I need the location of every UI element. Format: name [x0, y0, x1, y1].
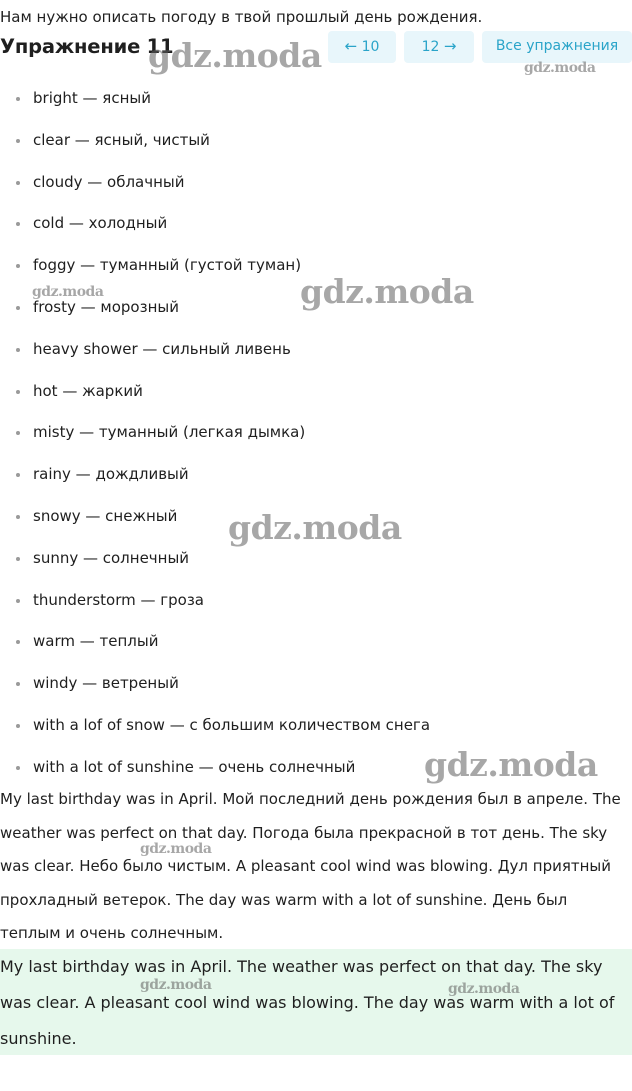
list-item-text: snowy — снежный [33, 506, 178, 525]
translated-paragraph: My last birthday was in April. Мой последний день рождения был в апреле. The weather was perfect on that day. Погода была прекрасной в тот день. The sky was clear. Небо было чистым. A pleasant cool wind was blowing. Дул приятный прохладный ветерок. The day was warm with a lot of sunshine. День был теплым и очень солнечным. [0, 790, 621, 943]
list-item-text: heavy shower — сильный ливень [33, 339, 291, 358]
answer-block: My last birthday was in April. The weather was perfect on that day. The sky was clear. A pleasant cool wind was blowing. The day was warm with a lot of sunshine. [0, 949, 632, 1055]
list-item [0, 245, 430, 287]
list-item-text: bright — ясный [33, 89, 151, 107]
bullet-icon [16, 306, 20, 310]
bullet-icon [16, 139, 20, 143]
page-title: Упражнение 11 [0, 35, 174, 58]
list-item-text: windy — ветреный [33, 674, 179, 693]
bullet-icon [16, 181, 20, 185]
list-item-text: frosty — морозный [33, 297, 179, 316]
bullet-icon [16, 348, 20, 352]
list-item-text: thunderstorm — гроза [33, 590, 204, 609]
bullet-icon [16, 640, 20, 644]
next-exercise-button[interactable] [404, 31, 474, 63]
list-item-text: sunny — солнечный [33, 548, 190, 567]
watermark: gdz.moda [228, 508, 402, 547]
bullet-icon [16, 264, 20, 268]
bullet-icon [16, 599, 20, 603]
watermark: gdz.moda [448, 981, 520, 997]
bullet-icon [16, 682, 20, 686]
bullet-icon [16, 473, 20, 477]
intro-text: Нам нужно описать погоду в твой прошлый день рождения. [0, 8, 483, 26]
list-item-text: clear — ясный, чистый [33, 130, 210, 149]
list-item-text: misty — туманный (легкая дымка) [33, 423, 306, 442]
watermark: gdz.moda [524, 60, 596, 76]
bullet-icon [16, 222, 20, 226]
list-item [0, 78, 430, 120]
list-item [0, 538, 430, 580]
list-item [0, 371, 430, 413]
watermark: gdz.moda [300, 272, 474, 311]
all-exercises-button[interactable]: Все упражнения [482, 31, 632, 63]
prev-exercise-button[interactable] [328, 31, 396, 63]
bullet-icon [16, 390, 20, 394]
list-item [0, 120, 430, 162]
bullet-icon [16, 97, 20, 101]
watermark: gdz.moda [32, 284, 104, 300]
list-item-text: foggy — туманный (густой туман) [33, 256, 302, 275]
list-item [0, 454, 430, 496]
arrow-left-icon: ← [344, 37, 358, 55]
prev-exercise-label: 10 [361, 39, 380, 55]
list-item-text: cloudy — облачный [33, 172, 185, 191]
next-exercise-label: 12 [421, 39, 440, 55]
watermark: gdz.moda [148, 36, 322, 75]
list-item [0, 621, 430, 663]
list-item [0, 496, 430, 538]
bullet-icon [16, 766, 20, 770]
list-item-text: with a lof of snow — с большим количеством снега [33, 715, 431, 734]
bullet-icon [16, 515, 20, 519]
list-item [0, 287, 430, 329]
list-item-text: hot — жаркий [33, 381, 143, 400]
list-item [0, 203, 430, 245]
watermark: gdz.moda [140, 977, 212, 993]
list-item [0, 412, 430, 454]
arrow-right-icon: → [443, 37, 457, 55]
list-item-text: rainy — дождливый [33, 465, 189, 484]
list-item [0, 329, 430, 371]
list-item-text: warm — теплый [33, 632, 159, 651]
bullet-icon [16, 557, 20, 561]
watermark: gdz.moda [140, 841, 212, 857]
vocabulary-list [0, 78, 430, 789]
list-item [0, 580, 430, 622]
list-item [0, 162, 430, 204]
list-item-text: cold — холодный [33, 214, 168, 233]
list-item-text: with a lot of sunshine — очень солнечный [33, 757, 356, 776]
bullet-icon [16, 724, 20, 728]
bullet-icon [16, 431, 20, 435]
watermark: gdz.moda [424, 745, 598, 784]
list-item [0, 705, 430, 747]
list-item [0, 663, 430, 705]
